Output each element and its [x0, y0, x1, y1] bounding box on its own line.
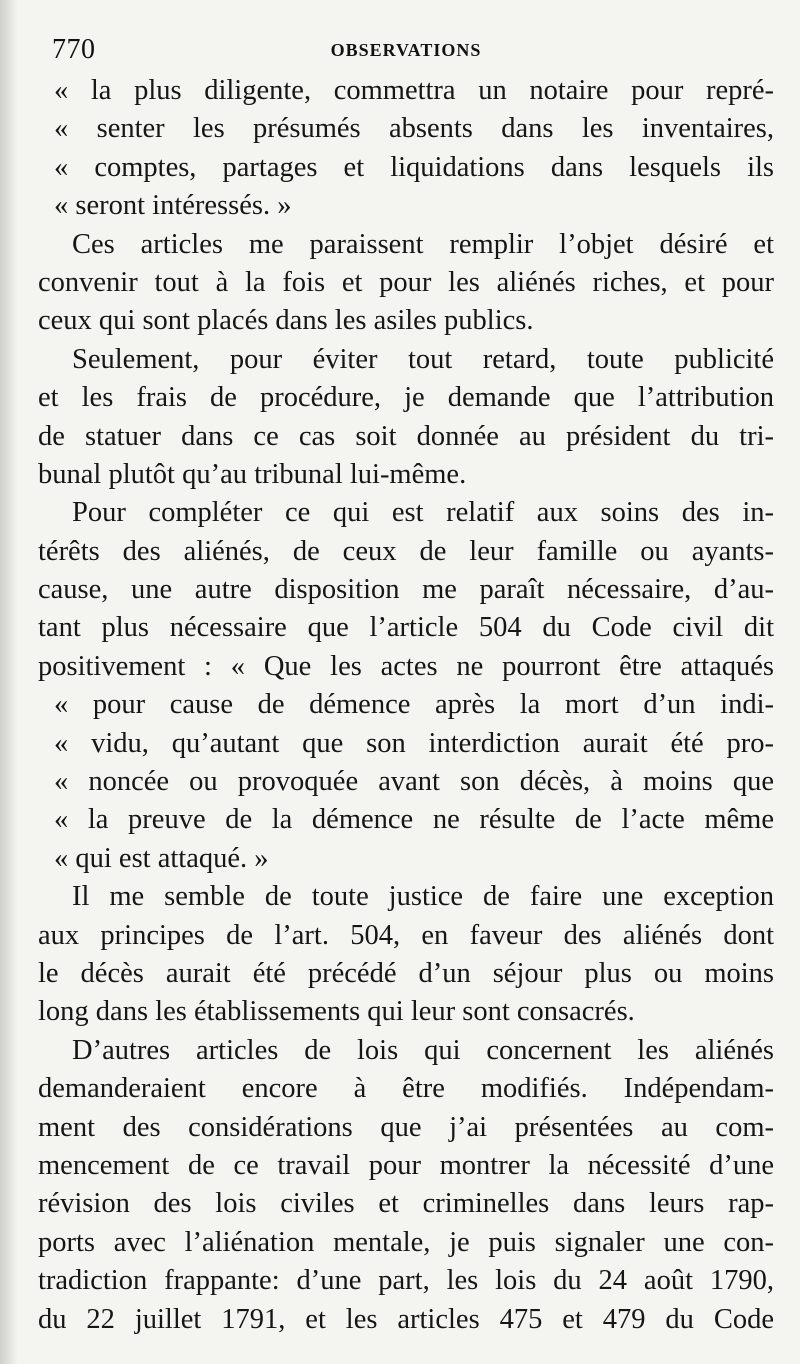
- text-line: térêts des aliénés, de ceux de leur famille ou ayants-: [38, 535, 774, 567]
- text-line: cause, une autre disposition me paraît nécessaire, d’au-: [38, 574, 774, 606]
- body-text: [38, 72, 774, 1339]
- text-line: ceux qui sont placés dans les asiles publics.: [38, 305, 534, 337]
- text-line: du 22 juillet 1791, et les articles 475 et 479 du Code: [38, 1303, 774, 1335]
- text-line: demanderaient encore à être modifiés. Indépendam-: [38, 1073, 774, 1105]
- page-spine-shadow: [0, 0, 18, 1364]
- page-number: 770: [52, 34, 96, 65]
- text-line: de statuer dans ce cas soit donnée au président du tri-: [38, 420, 774, 452]
- text-line: « vidu, qu’autant que son interdiction aurait été pro-: [54, 727, 774, 759]
- text-line: ment des considérations que j’ai présentées au com-: [38, 1111, 774, 1143]
- text-line: positivement : « Que les actes ne pourront être attaqués: [38, 650, 774, 682]
- running-head: OBSERVATIONS: [330, 40, 482, 60]
- text-line: « la plus diligente, commettra un notaire pour repré-: [54, 75, 774, 106]
- text-line: Seulement, pour éviter tout retard, toute publicité: [72, 343, 774, 375]
- text-line: « pour cause de démence après la mort d’un indi-: [54, 689, 774, 721]
- text-line: « qui est attaqué. »: [54, 842, 269, 874]
- text-line: et les frais de procédure, je demande que l’attribution: [38, 382, 774, 414]
- text-line: « noncée ou provoquée avant son décès, à moins que: [54, 766, 774, 798]
- text-line: D’autres articles de lois qui concernent les aliénés: [72, 1034, 774, 1066]
- text-line: mencement de ce travail pour montrer la nécessité d’une: [38, 1149, 774, 1181]
- text-line: tradiction frappante: d’une part, les lois du 24 août 1790,: [38, 1265, 774, 1297]
- text-line: « la preuve de la démence ne résulte de l’acte même: [54, 804, 774, 836]
- text-line: convenir tout à la fois et pour les aliénés riches, et pour: [38, 266, 774, 298]
- text-line: « senter les présumés absents dans les inventaires,: [54, 113, 774, 145]
- text-line: Il me semble de toute justice de faire une exception: [72, 881, 774, 913]
- text-line: Pour compléter ce qui est relatif aux soins des in-: [72, 497, 774, 529]
- text-line: « comptes, partages et liquidations dans lesquels ils: [54, 151, 774, 183]
- text-line: bunal plutôt qu’au tribunal lui-même.: [38, 458, 467, 490]
- text-line: ports avec l’aliénation mentale, je puis signaler une con-: [38, 1226, 774, 1258]
- text-line: le décès aurait été précédé d’un séjour plus ou moins: [38, 957, 774, 989]
- text-line: tant plus nécessaire que l’article 504 du Code civil dit: [38, 612, 774, 644]
- text-line: long dans les établissements qui leur sont consacrés.: [38, 996, 635, 1028]
- text-line: « seront intéressés. »: [54, 190, 292, 222]
- text-line: Ces articles me paraissent remplir l’objet désiré et: [72, 228, 774, 260]
- text-line: aux principes de l’art. 504, en faveur des aliénés dont: [38, 919, 774, 951]
- page-header: [38, 24, 774, 72]
- text-line: révision des lois civiles et criminelles dans leurs rap-: [38, 1188, 774, 1220]
